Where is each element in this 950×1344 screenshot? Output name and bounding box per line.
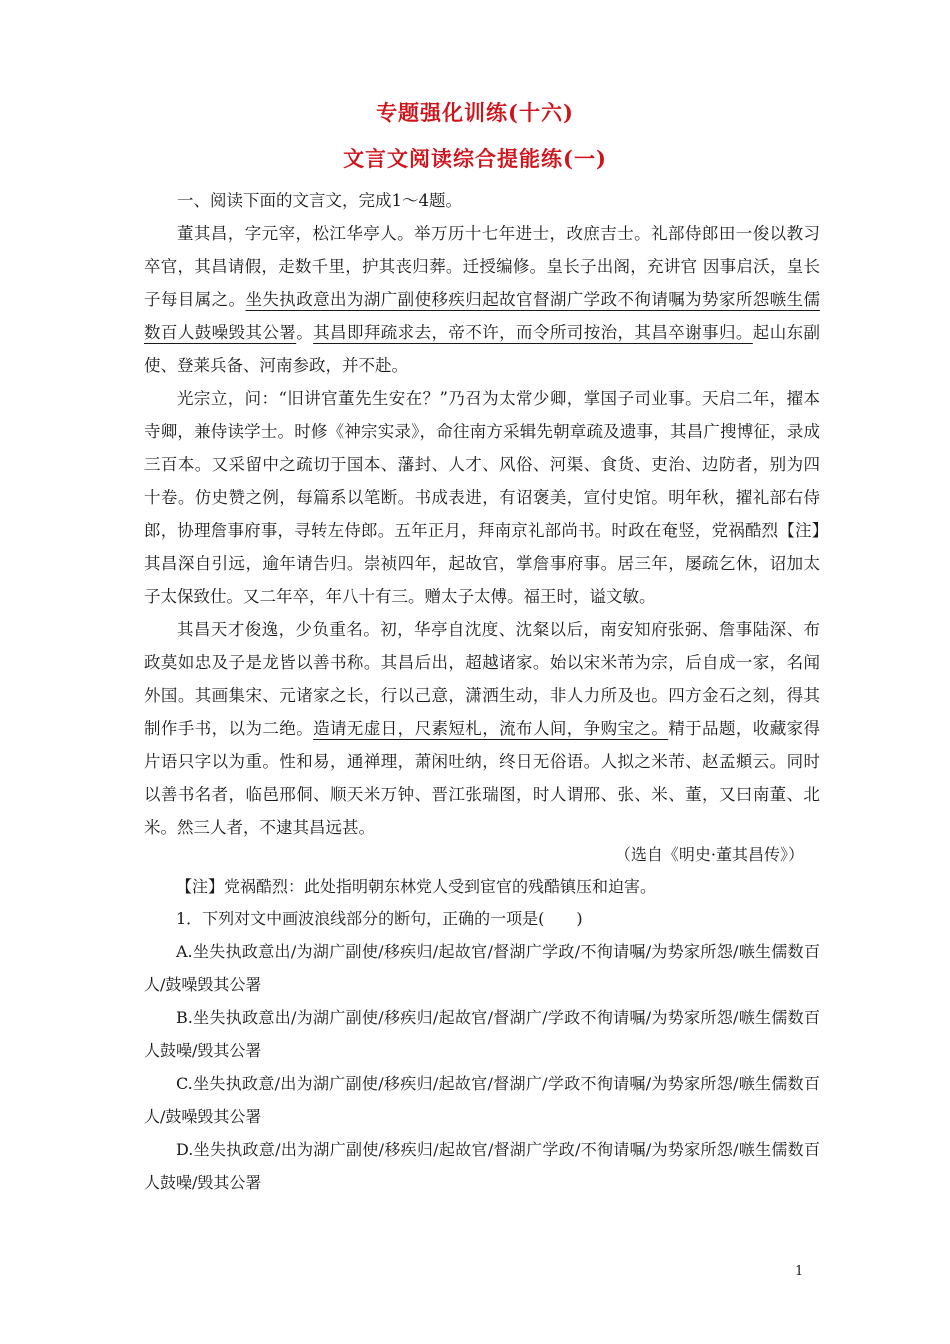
page-title: 专题强化训练(十六)	[376, 100, 574, 125]
option-b: B.坐失执政意出/为湖广副使/移疾归/起故官/督湖广/学政不徇请嘱/为势家所怨/嗾生儒数百人鼓噪/毁其公署	[144, 1008, 820, 1060]
option-c: C.坐失执政意/出为湖广副使/移疾归/起故官/督湖广/学政不徇请嘱/为势家所怨/嗾生儒数百人/鼓噪毁其公署	[144, 1074, 820, 1126]
option-d: D.坐失执政意/出为湖广副使/移疾归/起故官/督湖广学政/不徇请嘱/为势家所怨/嗾生儒数百人鼓噪/毁其公署	[144, 1140, 820, 1192]
passage	[144, 184, 820, 844]
option-a: A.坐失执政意出/为湖广副使/移疾归/起故官/督湖广学政/不徇请嘱/为势家所怨/嗾生儒数百人/鼓噪毁其公署	[144, 942, 820, 994]
paragraph-3-text-b: 精于品题，收藏家得片语只字以为重。性和易，通禅理，萧闲吐纳，终日无俗语。人拟之米芾、赵孟頫云。同时以善书名者，临邑邢侗、顺天米万钟、晋江张瑞图，时人谓邢、张、米、董，又曰南董、北米。然三人者，不逮其昌远甚。	[144, 719, 821, 837]
source-citation: （选自《明史·董其昌传》）	[614, 845, 804, 864]
paragraph-1-text-b: 。	[296, 323, 314, 342]
footnote: 【注】党祸酷烈：此处指明朝东林党人受到宦官的残酷镇压和迫害。	[176, 877, 657, 896]
passage-paragraph-3	[144, 613, 820, 844]
page-number: 1	[795, 1264, 804, 1279]
intro-instruction: 一、阅读下面的文言文，完成1～4题。	[177, 191, 462, 210]
paragraph-1-text-a: 董其昌，字元宰，松江华亭人。举万历十七年进士，改庶吉士。礼部侍郎田一俊以教习卒官，其昌请假，走数千里，护其丧归葬。迁授编修。皇长子出阁，充讲官 因事启沃，皇长子每目属之。	[144, 224, 820, 309]
paragraph-3-text-a: 其昌天才俊逸，少负重名。初，华亭自沈度、沈粲以后，南安知府张弼、詹事陆深、布政莫如忠及子是龙皆以善书称。其昌后出，超越诸家。始以宋米芾为宗，后自成一家，名闻外国。其画集宋、元诸家之长，行以己意，潇洒生动，非人力所及也。四方金石之刻，得其制作手书，以为二绝。	[144, 620, 820, 738]
page-subtitle: 文言文阅读综合提能练(一)	[343, 146, 607, 171]
underlined-sentence-2: 造请无虚日，尺素短札，流布人间，争购宝之。	[313, 719, 669, 738]
passage-paragraph-1	[144, 217, 820, 382]
question-1	[144, 902, 820, 1199]
wavy-underlined-sentence: 坐失执政意出为湖广副使移疾归起故官督湖广学政不徇请嘱为势家所怨嗾生儒数百人鼓噪毁其公署	[144, 290, 821, 342]
question-stem: 1．下列对文中画波浪线部分的断句，正确的一项是( )	[176, 909, 583, 928]
underlined-sentence-1: 其昌即拜疏求去，帝不许，而令所司按治，其昌卒谢事归。	[313, 323, 753, 342]
passage-paragraph-2: 光宗立，问：“旧讲官董先生安在？”乃召为太常少卿，掌国子司业事。天启二年，擢本寺卿，兼侍读学士。时修《神宗实录》，命往南方采辑先朝章疏及遗事，其昌广搜博征，录成三百本。又采留中之疏切于国本、藩封、人才、风俗、河渠、食货、吏治、边防者，别为四十卷。仿史赞之例，每篇系以笔断。书成表进，有诏褒美，宣付史馆。明年秋，擢礼部右侍郎，协理詹事府事，寻转左侍郎。五年正月，拜南京礼部尚书。时政在奄竖，党祸酷烈【注】其昌深自引远，逾年请告归。崇祯四年，起故官，掌詹事府事。居三年，屡疏乞休，诏加太子太保致仕。又二年卒，年八十有三。赠太子太傅。福王时，谥文敏。	[144, 389, 820, 606]
paragraph-1-text-c: 起山东副使、登莱兵备、河南参政，并不赴。	[144, 323, 821, 375]
